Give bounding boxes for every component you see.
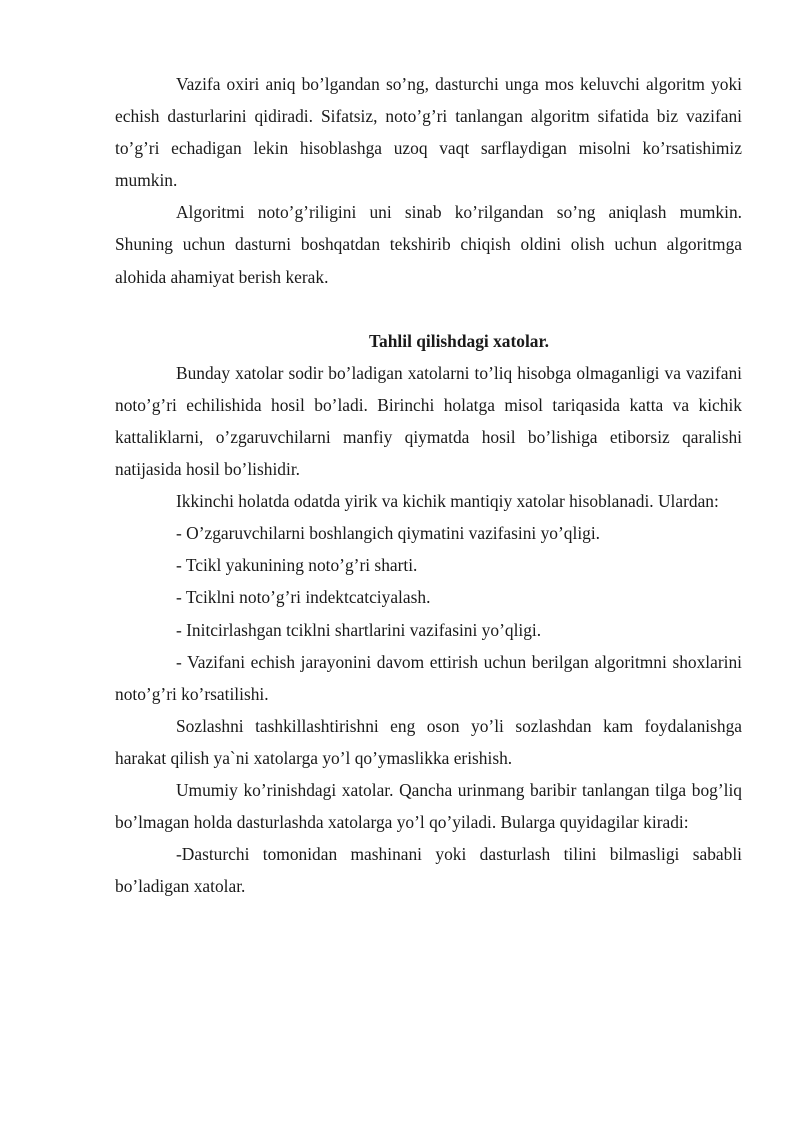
paragraph: Sozlashni tashkillashtirishni eng oson yo’li sozlashdan kam foydalanishga harakat qilish ya`ni xatolarga yo’l qo’ymaslikka erishish. [115,715,742,768]
list-item: - Tcikl yakunining noto’g’ri sharti. [176,555,418,576]
paragraph: Vazifa oxiri aniq bo’lgandan so’ng, dasturchi unga mos keluvchi algoritm yoki echish dasturlarini qidiradi. Sifatsiz, noto’g’ri tanlangan algoritm sifatida biz vazifani to’g’ri echadigan lekin hisoblashga uzoq vaqt sarflaydigan misolni ko’rsatishimiz mumkin. [115,74,742,191]
list-item: - Initcirlashgan tciklni shartlarini vazifasini yo’qligi. [176,619,542,640]
paragraph: Bunday xatolar sodir bo’ladigan xatolarni to’liq hisobga olmaganligi va vazifani noto’g’ri echilishida hosil bo’ladi. Birinchi holatga misol tariqasida katta va kichik kattaliklarni, o’zgaruvchilarni manfiy qiymatda hosil bo’lishiga etiborsiz qaralishi natijasida hosil bo’lishidir. [115,362,742,480]
list-item: - Vazifani echish jarayonini davom ettirish uchun berilgan algoritmni shoxlarini noto’g’ri ko’rsatilishi. [115,651,742,704]
paragraph: Ikkinchi holatda odatda yirik va kichik mantiqiy xatolar hisoblanadi. Ulardan: [176,491,719,512]
list-item: - Tciklni noto’g’ri indektcatciyalash. [176,587,431,608]
section-heading: Tahlil qilishdagi xatolar. [369,330,549,351]
list-item: - O’zgaruvchilarni boshlangich qiymatini vazifasini yo’qligi. [176,523,601,544]
paragraph: Umumiy ko’rinishdagi xatolar. Qancha urinmang baribir tanlangan tilga bog’liq bo’lmagan holda dasturlashda xatolarga yo’l qo’yiladi. Bularga quyidagilar kiradi: [115,779,742,833]
document-page [115,68,742,902]
paragraph: -Dasturchi tomonidan mashinani yoki dasturlash tilini bilmasligi sababli bo’ladigan xatolar. [115,844,742,897]
paragraph: Algoritmi noto’g’riligini uni sinab ko’rilgandan so’ng aniqlash mumkin. Shuning uchun dasturni boshqatdan tekshirib chiqish oldini olish uchun algoritmga alohida ahamiyat berish kerak. [115,202,742,287]
